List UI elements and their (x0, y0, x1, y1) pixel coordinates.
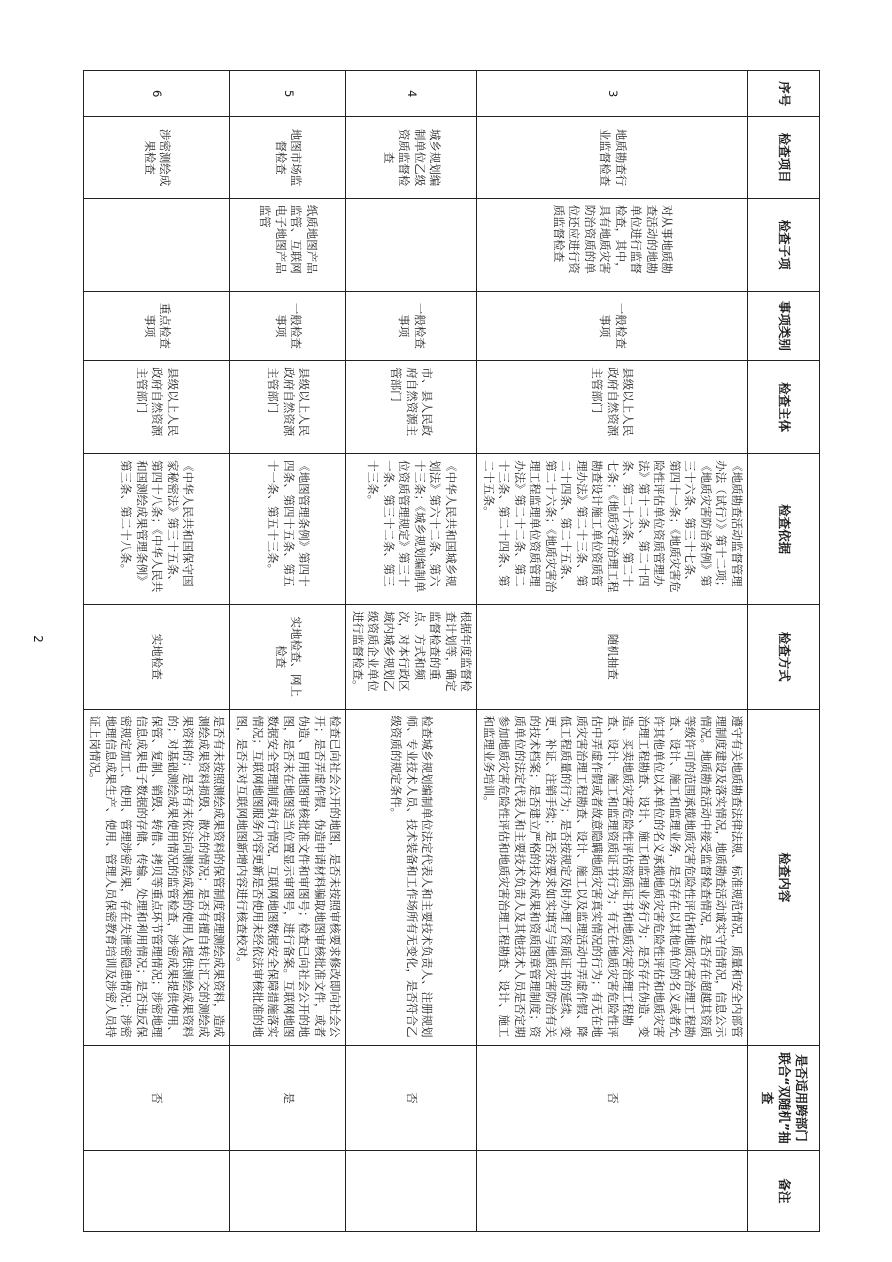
page-number: 2 (30, 635, 45, 643)
cell-content: 检查城乡规划编制单位法定代表人和主要技术负责人、注册规划师、专业技术人员、技术装备和工作场所有无变化，是否符合乙级资质的规定条件。 (346, 709, 477, 1046)
table-header-row (748, 71, 820, 1232)
cell-subject: 县级以上人民政府自然资源主管部门 (83, 361, 230, 454)
header-basis: 检查依据 (748, 454, 820, 605)
cell-seq: 4 (346, 71, 477, 117)
header-method: 检查方式 (748, 605, 820, 709)
header-item: 检查项目 (748, 117, 820, 198)
table-row (346, 71, 477, 1232)
cell-subitem (83, 198, 230, 291)
cell-subject: 县级以上人民政府自然资源主管部门 (477, 361, 748, 454)
cell-joint: 否 (346, 1046, 477, 1150)
cell-seq: 6 (83, 71, 230, 117)
cell-method: 实地检查 (83, 605, 230, 709)
cell-method: 实地检查、网上检查 (230, 605, 346, 709)
table-row (83, 71, 230, 1232)
cell-subject: 市、县人民政府自然资源主管部门 (346, 361, 477, 454)
cell-subitem (346, 198, 477, 291)
inspection-table (83, 70, 820, 1232)
header-content: 检查内容 (748, 709, 820, 1046)
cell-subitem: 对从事地质勘查活动的地勘单位进行监督检查，其中，具有地质灾害防治资质的单位还应进行资质监督检查 (477, 198, 748, 291)
cell-content: 检查已向社会公开的地图，是否未按照审核要求修改即向社会公开；是否弄虚作假、伪造申请材料骗取地图审核批准文件，或者伪造、冒用地图审核批准文件和审图号；检查已向社会公开的地图，是否未在地图适当位置显示审图号，进行备案。互联网地图数据安全管理制度执行情况，互联网地图数据安全保障措施落实情况；互联网地图服务内容更新是否使用未经依法审核批准的地图，是否未对互联网地图新增内容进行核查校对。 (230, 709, 346, 1046)
cell-remark (477, 1150, 748, 1231)
cell-item: 地图市场监督检查 (230, 117, 346, 198)
cell-method: 随机抽查 (477, 605, 748, 709)
header-seq: 序号 (748, 71, 820, 117)
cell-subitem: 纸质地图产品监管、互联网电子地图产品监管 (230, 198, 346, 291)
cell-remark (346, 1150, 477, 1231)
header-subitem: 检查子项 (748, 198, 820, 291)
header-category: 事项类别 (748, 291, 820, 361)
cell-content: 是否有未按照测绘成果资料的保管制度管理测绘成果资料，造成测绘成果资料损毁、散失的情况；是否有擅自转让汇交的测绘成果资料的；是否有未依法向测绘成果的使用人提供测绘成果资料的；对基础测绘成果使用情况的监管检查，涉密成果提供使用、保管、复制、销毁、转借、拷贝等重点环节管理情况；涉密地理信息成果电子数据的存储、传输、处理和利用情况；是否违反保密规定加工、使用、管理涉密成果，存在失泄密隐患情况；涉密地理信息成果生产、使用、管理人员保密教育培训及涉密人员持证上岗情况。 (83, 709, 230, 1046)
cell-item: 涉密测绘成果检查 (83, 117, 230, 198)
cell-joint: 否 (477, 1046, 748, 1150)
table-row (230, 71, 346, 1232)
header-subject: 检查主体 (748, 361, 820, 454)
cell-item: 城乡规划编制单位乙级资质监督检查 (346, 117, 477, 198)
cell-content: 遵守有关地质勘查法律法规、标准规范情况，质量和安全内部管理制度建设及落实情况，地质勘查活动诚实守信情况，信息公示情况。地质勘查活动中接受监督检查情况，是否存在超越其资质等级许可的范围承揽地质灾害危险性评估和地质灾害治理工程勘查、设计、施工和监理业务，是否存在以其他单位的名义或者允许其他单位以本单位的名义承揽地质灾害危险性评估和地质灾害治理工程勘查、设计、施工和监理业务行为；是否存在伪造、变造、买卖地质灾害危险性评估资质证书和地质灾害治理工程勘查、设计、施工和监理资质证书行为；有无在地质灾害危险性评估中弄虚作假或者故意隐瞒地质灾害真实情况的行为；有无在地质灾害治理工程勘查、设计、施工以及监理活动中弄虚作假、降低工程质量的行为；是否按规定及时办理了资质证书的延续、变更、补证、注销手续；是否按要求如实填写与地质灾害防治有关的技术档案；是否建立严格的技术成果和资质图章管理制度；资质单位的法定代表人和主要技术负责人及其他技术人员是否定期参加地质灾害危险性评估和地质灾害治理工程勘查、设计、施工和监理业务培训。 (477, 709, 748, 1046)
rotated-table-page (88, 70, 820, 1232)
cell-basis: 《中华人民共和国城乡规划法》第六十二条、第六十三条；《城乡规划编制单位资质管理规定》第三十一条、第三十二条、第三十三条。 (346, 454, 477, 605)
cell-subject: 县级以上人民政府自然资源主管部门 (230, 361, 346, 454)
cell-basis: 《地图管理条例》第四十四条、第四十五条、第五十一条、第五十三条。 (230, 454, 346, 605)
header-remark: 备注 (748, 1150, 820, 1231)
cell-joint: 是 (230, 1046, 346, 1150)
cell-basis: 《地质勘查活动监督管理办法（试行）》第十二项；《地质灾害防治条例》第三十六条、第三十七条、第四十一条；《地质灾害危险性评估单位资质管理办法》第十二条、第二十四条、第二十六条、第二十七条；《地质灾害治理工程勘查设计施工单位资质管理办法》第二十三条、第二十四条、第二十五条、第二十六条；《地质灾害治理工程监理单位资质管理办法》第二十二条、第二十三条、第二十四条、第二十五条。 (477, 454, 748, 605)
cell-basis: 《中华人民共和国保守国家秘密法》第三十五条、第四十八条；《中华人民共和国测绘成果管理条例》第三条、第二十八条。 (83, 454, 230, 605)
cell-category: 一般检查事项 (477, 291, 748, 361)
cell-item: 地质勘查行业监督检查 (477, 117, 748, 198)
table-row (477, 71, 748, 1232)
cell-remark (83, 1150, 230, 1231)
cell-joint: 否 (83, 1046, 230, 1150)
cell-seq: 3 (477, 71, 748, 117)
cell-remark (230, 1150, 346, 1231)
header-joint: 是否适用跨部门联合“双随机”抽查 (748, 1046, 820, 1150)
cell-method: 根据年度监督检查计划等，确定监督检查的重点、方式和频次，对本行政区域内城乡规划乙级资质企业单位进行监督检查。 (346, 605, 477, 709)
cell-seq: 5 (230, 71, 346, 117)
cell-category: 重点检查事项 (83, 291, 230, 361)
cell-category: 一般检查事项 (346, 291, 477, 361)
cell-category: 一般检查事项 (230, 291, 346, 361)
